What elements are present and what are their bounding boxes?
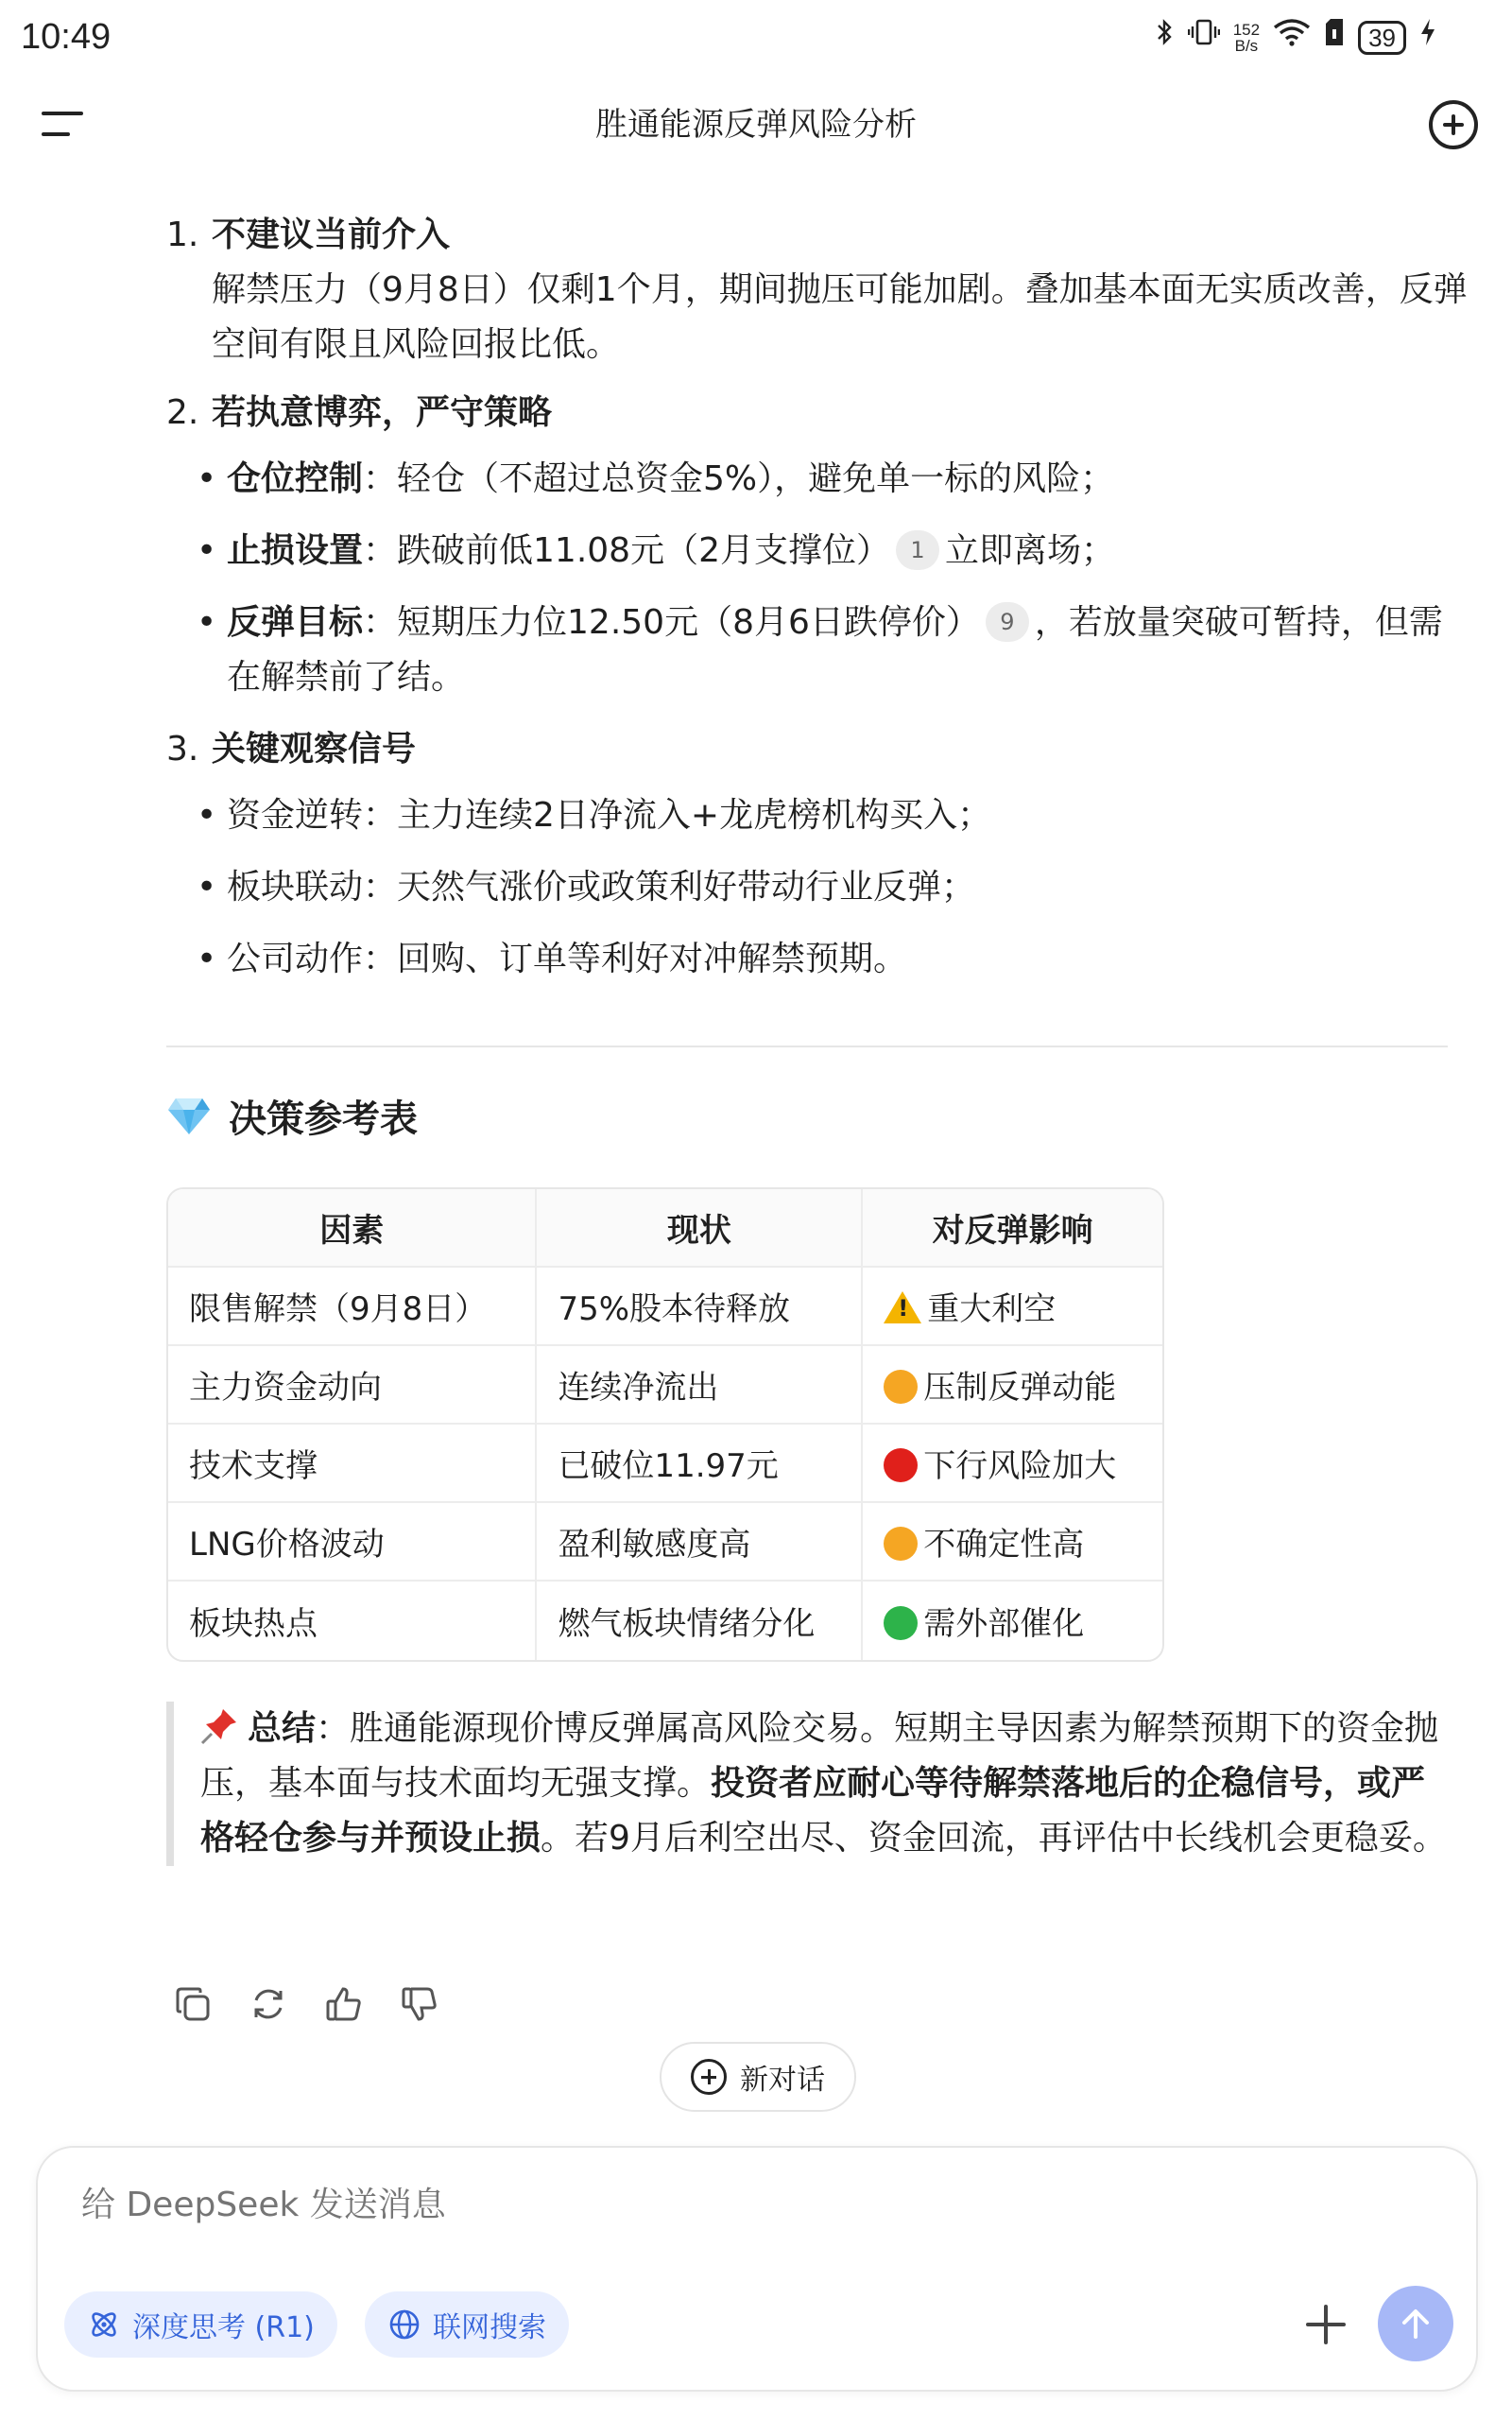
bullet-label: 仓位控制 [227,459,364,498]
table-row [168,1503,1162,1582]
summary-bold-text: 投资者应耐心等待解禁落地后的企稳信号，或严格轻仓参与并预设止损 [200,1764,1426,1858]
table-row [168,1268,1162,1346]
deep-think-toggle[interactable] [64,2291,337,2358]
status-cell: 连续净流出 [537,1346,863,1425]
section-1-number: 1. [166,216,199,254]
answer-content [166,208,1470,1004]
bullet-label: 止损设置 [227,531,364,570]
plus-circle-icon [691,2059,727,2095]
impact-cell [863,1582,1162,1660]
web-search-toggle[interactable] [365,2291,569,2358]
table-title: 决策参考表 [229,1097,418,1141]
message-actions [172,1983,440,2025]
section-3 [166,722,1470,987]
orange-circle-icon [884,1527,918,1561]
summary-text: ：胜通能源现价博反弹属高风险交易。短期主导因素为解禁预期下的资金抛压，基本面与技术面均无强支撑。 [200,1709,1439,1803]
net-speed-unit: B/s [1234,37,1259,55]
status-cell: 盈利敏感度高 [537,1503,863,1582]
section-3-list [197,788,1470,987]
globe-icon [387,2308,421,2342]
pushpin-icon [200,1707,238,1745]
section-3-title: 关键观察信号 [212,730,417,769]
bullet-text: ：跌破前低11.08元（2月支撑位） [363,531,890,570]
section-1 [166,208,1470,372]
atom-icon [87,2308,121,2342]
message-composer [36,2146,1478,2392]
send-button[interactable] [1378,2286,1453,2361]
factor-cell: 板块热点 [168,1582,537,1660]
status-icons [1156,17,1436,59]
page-title: 胜通能源反弹风险分析 [595,106,917,144]
list-item: • 板块联动：天然气涨价或政策利好带动行业反弹； [197,860,1470,915]
list-item [197,452,1470,507]
wifi-icon [1273,17,1311,59]
factor-cell: 限售解禁（9月8日） [168,1268,537,1346]
status-cell: 75%股本待释放 [537,1268,863,1346]
section-2-number: 2. [166,393,199,432]
message-input[interactable] [81,2186,1026,2224]
list-item [197,524,1470,579]
impact-cell [863,1503,1162,1582]
new-chat-plus-icon[interactable] [1429,100,1478,149]
thumbs-down-icon[interactable] [399,1983,440,2025]
bluetooth-icon [1156,17,1175,59]
list-item: • 公司动作：回购、订单等利好对冲解禁预期。 [197,932,1470,987]
summary-quote [166,1702,1455,1866]
attach-plus-icon[interactable] [1302,2301,1349,2348]
list-item [197,596,1470,705]
vibrate-icon [1188,17,1220,59]
table-header-cell: 因素 [168,1189,537,1268]
citation-badge[interactable]: 9 [986,602,1029,642]
factor-cell: LNG价格波动 [168,1503,537,1582]
status-time: 10:49 [21,17,112,57]
list-item: • 资金逆转：主力连续2日净流入+龙虎榜机构买入； [197,788,1470,843]
impact-cell [863,1346,1162,1425]
impact-text: 重大利空 [927,1290,1057,1328]
table-row [168,1425,1162,1503]
net-speed-value: 152 [1232,21,1261,39]
new-chat-button[interactable] [660,2042,856,2112]
summary-label: 总结 [248,1709,317,1748]
section-2-list [197,452,1470,705]
factor-cell: 主力资金动向 [168,1346,537,1425]
section-1-body: 解禁压力（9月8日）仅剩1个月，期间抛压可能加剧。叠加基本面无实质改善，反弹空间有限且风险回报比低。 [212,270,1468,364]
divider [166,1046,1448,1047]
bullet-text: ：轻仓（不超过总资金5%），避免单一标的风险； [363,459,1115,498]
header [0,76,1512,170]
impact-text: 下行风险加大 [923,1447,1117,1485]
battery-icon: 39 [1358,21,1406,55]
sim-icon [1324,17,1345,59]
impact-text: 压制反弹动能 [923,1369,1117,1407]
thumbs-up-icon[interactable] [323,1983,365,2025]
citation-badge[interactable]: 1 [896,530,939,570]
bullet-label: 反弹目标 [227,603,364,642]
table-row [168,1582,1162,1660]
red-circle-icon [884,1448,918,1482]
bullet-text: ，若放量突破可暂持，但需在解禁前了结。 [227,603,1443,697]
table-header-cell: 现状 [537,1189,863,1268]
impact-cell [863,1268,1162,1346]
factor-cell: 技术支撑 [168,1425,537,1503]
section-2 [166,386,1470,705]
copy-icon[interactable] [172,1983,214,2025]
table-header-cell: 对反弹影响 [863,1189,1162,1268]
impact-cell [863,1425,1162,1503]
orange-circle-icon [884,1370,918,1404]
table-header-row [168,1189,1162,1268]
decision-table [166,1187,1164,1662]
section-3-number: 3. [166,730,199,769]
arrow-up-icon [1397,2305,1435,2342]
table-row [168,1346,1162,1425]
bullet-text: ：短期压力位12.50元（8月6日跌停价） [363,603,980,642]
table-heading [166,1087,418,1144]
net-speed [1233,22,1260,54]
impact-text: 不确定性高 [923,1526,1085,1564]
section-2-title: 若执意博弈，严守策略 [212,393,553,432]
green-circle-icon [884,1606,918,1640]
status-cell: 已破位11.97元 [537,1425,863,1503]
impact-text: 需外部催化 [923,1605,1085,1643]
gem-icon [166,1095,212,1136]
regenerate-icon[interactable] [248,1983,289,2025]
summary-text: 。若9月后利空出尽、资金回流，再评估中长线机会更稳妥。 [541,1819,1447,1858]
new-chat-label: 新对话 [740,2064,825,2097]
status-cell: 燃气板块情绪分化 [537,1582,863,1660]
charging-icon [1419,17,1436,59]
bullet-text: 立即离场； [944,531,1115,570]
deep-think-label: 深度思考 (R1) [132,2311,315,2344]
web-search-label: 联网搜索 [433,2311,546,2344]
status-bar [0,0,1512,76]
section-1-title: 不建议当前介入 [212,216,451,254]
warning-icon [884,1291,921,1323]
